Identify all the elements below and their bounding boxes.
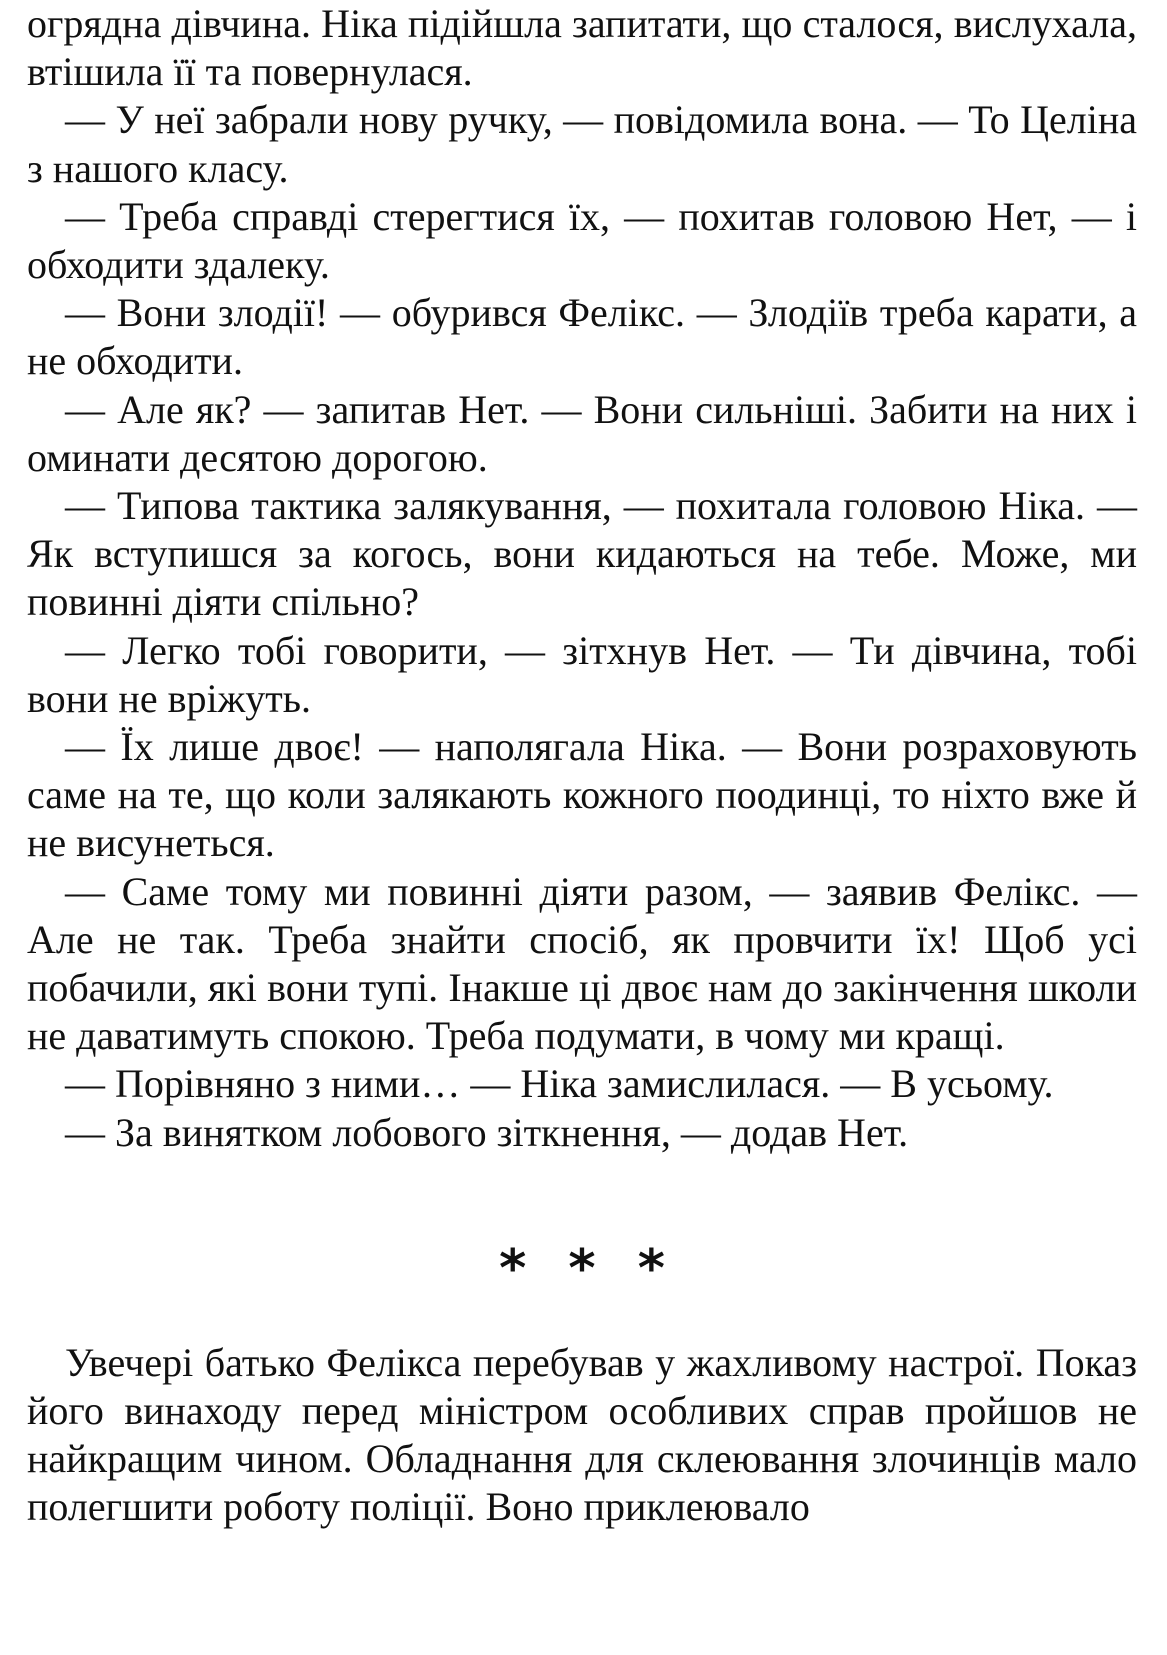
paragraph: огрядна дівчина. Ніка підійшла запитати, що сталося, вислухала, втішила її та повернулася. <box>27 1 1137 95</box>
paragraph: — Вони злодії! — обурився Фелікс. — Злодіїв треба карати, а не обходити. <box>27 290 1137 384</box>
paragraph: — За винятком лобового зіткнення, — додав Нет. <box>65 1109 909 1155</box>
section-separator: * * * <box>499 1238 677 1299</box>
paragraph: — Типова тактика залякування, — похитала головою Ніка. — Як вступишся за когось, вони кидаються на тебе. Може, ми повинні діяти спільно? <box>27 483 1137 625</box>
book-page <box>27 0 1137 1532</box>
paragraph: — Треба справді стерегтися їх, — похитав головою Нет, — і обходити здалеку. <box>27 193 1137 288</box>
paragraph: — Легко тобі говорити, — зітхнув Нет. — Ти дівчина, тобі вони не вріжуть. <box>27 627 1137 721</box>
paragraph: — Але як? — запитав Нет. — Вони сильніші. Забити на них і оминати десятою дорогою. <box>27 386 1137 480</box>
paragraph: — У неї забрали нову ручку, — повідомила вона. — То Целіна з нашого класу. <box>27 97 1137 191</box>
paragraph: Увечері батько Фелікса перебував у жахливому настрої. Показ його винаходу перед міністром особливих справ пройшов не найкращим чином. Обладнання для склеювання злочинців мало полегшити роботу поліції. Воно приклеювало <box>27 1339 1137 1530</box>
paragraph: — Їх лише двоє! — наполягала Ніка. — Вони розраховують саме на те, що коли залякають кожного поодинці, то ніхто вже й не висунеться. <box>27 724 1137 866</box>
paragraph: — Саме тому ми повинні діяти разом, — заявив Фелікс. — Але не так. Треба знайти спосіб, як провчити їх! Щоб усі побачили, які вони тупі. Інакше ці двоє нам до закінчення школи не даватимуть спокою. Треба подумати, в чому ми кращі. <box>27 868 1137 1059</box>
paragraph: — Порівняно з ними… — Ніка замислилася. — В усьому. <box>65 1061 1054 1107</box>
